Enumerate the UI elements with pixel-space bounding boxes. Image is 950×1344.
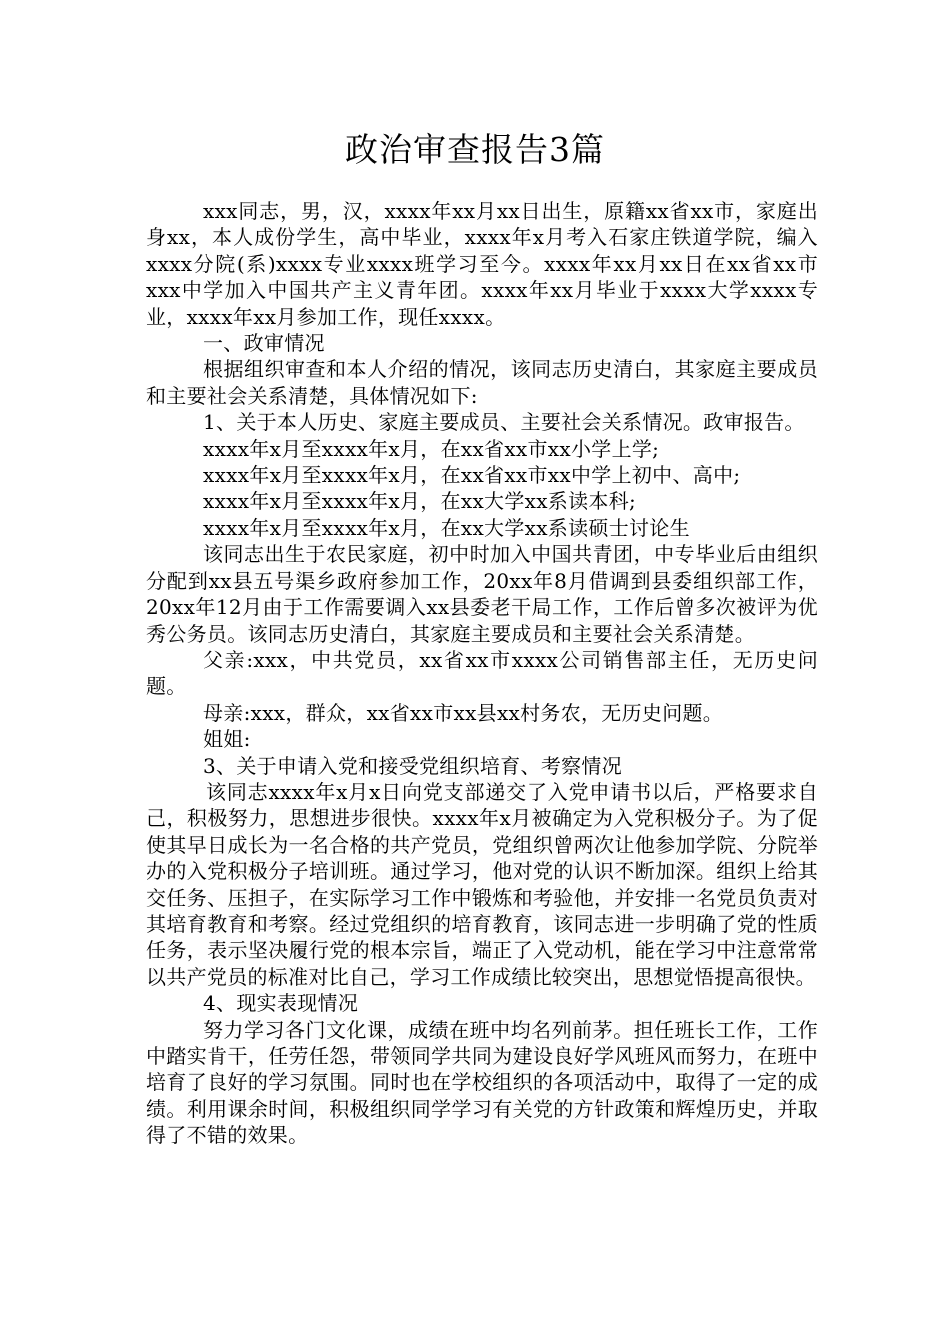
section-heading-political-review: 一、政审情况 bbox=[203, 331, 325, 356]
review-summary-paragraph: 根据组织审查和本人介绍的情况，该同志历史清白，其家庭主要成员和主要社会关系清楚，具体情况如下: bbox=[146, 357, 818, 408]
party-application-paragraph: 该同志xxxx年x月x日向党支部递交了入党申请书以后，严格要求自己，积极努力，思想进步很快。xxxx年x月被确定为入党积极分子。为了促使其早日成长为一名合格的共产党员，党组织曾两次让他参加学院、分院举办的入党积极分子培训班。通过学习，他对党的认识不断加深。组织上给其交任务、压担子，在实际学习工作中锻炼和考验他，并安排一名党员负责对其培育教育和考察。经过党组织的培育教育，该同志进一步明确了党的性质任务，表示坚决履行党的根本宗旨，端正了入党动机，能在学习中注意常常以共产党员的标准对比自己，学习工作成绩比较突出，思想觉悟提高很快。 bbox=[146, 779, 818, 989]
history-item: xxxx年x月至xxxx年x月，在xx省xx市xx小学上学; bbox=[203, 436, 660, 461]
family-member-mother: 母亲:xxx，群众，xx省xx市xx县xx村务农，无历史问题。 bbox=[203, 700, 724, 725]
subsection-heading-party: 3、关于申请入党和接受党组织培育、考察情况 bbox=[203, 753, 623, 778]
history-item: xxxx年x月至xxxx年x月，在xx大学xx系读硕士讨论生 bbox=[203, 515, 690, 540]
family-member-father: 父亲:xxx，中共党员，xx省xx市xxxx公司销售部主任，无历史问题。 bbox=[146, 647, 818, 699]
performance-paragraph: 努力学习各门文化课，成绩在班中均名列前茅。担任班长工作，工作中踏实肯干，任劳任怨，带领同学共同为建设良好学风班风而努力，在班中培育了良好的学习氛围。同时也在学校组织的各项活动中，取得了一定的成绩。利用课余时间，积极组织同学学习有关党的方针政策和辉煌历史，并取得了不错的效果。 bbox=[146, 1017, 818, 1148]
subsection-heading-history: 1、关于本人历史、家庭主要成员、主要社会关系情况。政审报告。 bbox=[203, 410, 805, 435]
intro-paragraph: xxx同志，男，汉，xxxx年xx月xx日出生，原籍xx省xx市，家庭出身xx，本人成份学生，高中毕业，xxxx年x月考入石家庄铁道学院，编入xxxx分院(系)xxxx专业xxxx班学习至今。xxxx年xx月xx日在xx省xx市xxx中学加入中国共产主义青年团。xxxx年xx月毕业于xxxx大学xxxx专业，xxxx年xx月参加工作，现任xxxx。 bbox=[146, 199, 818, 329]
history-item: xxxx年x月至xxxx年x月，在xx大学xx系读本科; bbox=[203, 489, 637, 514]
background-paragraph: 该同志出生于农民家庭，初中时加入中国共青团，中专毕业后由组织分配到xx县五号渠乡政府参加工作，20xx年8月借调到县委组织部工作，20xx年12月由于工作需要调入xx县委老干局工作，工作后曾多次被评为优秀公务员。该同志历史清白，其家庭主要成员和主要社会关系清楚。 bbox=[146, 542, 818, 646]
history-item: xxxx年x月至xxxx年x月，在xx省xx市xx中学上初中、高中; bbox=[203, 463, 741, 488]
subsection-heading-performance: 4、现实表现情况 bbox=[203, 991, 359, 1016]
document-body bbox=[146, 198, 818, 1149]
page-title: 政治审查报告3篇 bbox=[345, 130, 605, 169]
family-member-sister: 姐姐: bbox=[203, 727, 251, 752]
